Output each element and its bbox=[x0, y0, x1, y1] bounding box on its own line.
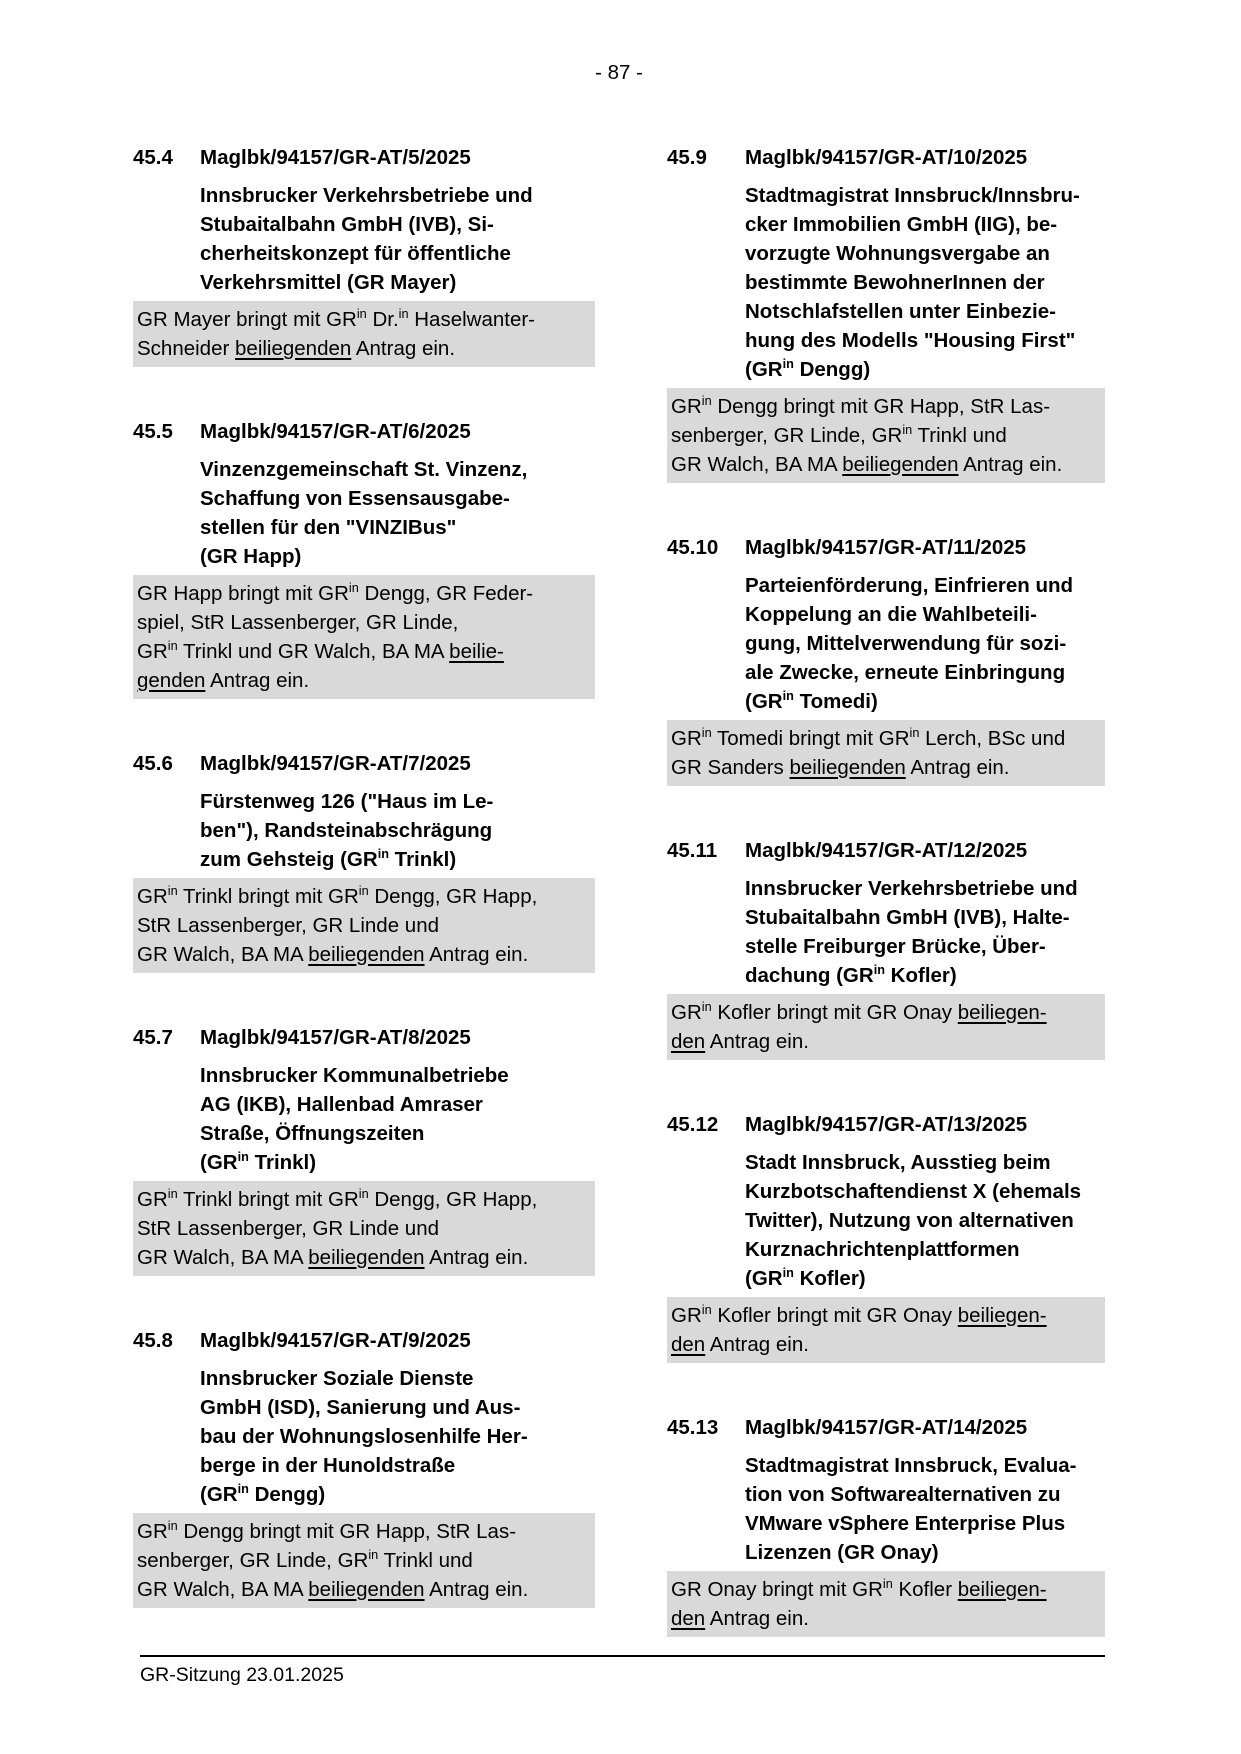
item-heading bbox=[133, 749, 595, 778]
item-reference: Maglbk/94157/GR-AT/7/2025 bbox=[200, 752, 471, 775]
motion-paragraph: $GR^{in}$ Trinkl bringt mit $GR^{in}$ Dengg, GR Happ, StR Lassenberger, GR Linde und GR Walch, BA MA beiliegenden Antrag ein. bbox=[133, 1181, 595, 1276]
item-heading bbox=[133, 417, 595, 446]
item-heading bbox=[667, 836, 1105, 865]
item-reference: Maglbk/94157/GR-AT/5/2025 bbox=[200, 146, 471, 169]
item-title: Innsbrucker Soziale Dienste GmbH (ISD), Sanierung und Aus- bau der Wohnungslosenhilfe Her- berge in der Hunoldstraße ($GR^{in}$ Dengg) bbox=[200, 1367, 528, 1506]
footer-divider bbox=[140, 1655, 1105, 1657]
item-title: Innsbrucker Verkehrsbetriebe und Stubaitalbahn GmbH (IVB), Si- cherheitskonzept für öffentliche Verkehrsmittel (GR Mayer) bbox=[200, 184, 533, 294]
item-number: 45.6 bbox=[133, 752, 173, 775]
agenda-item bbox=[133, 749, 595, 973]
item-title: Fürstenweg 126 ("Haus im Le- ben"), Randsteinabschrägung zum Gehsteig ($GR^{in}$ Trinkl) bbox=[200, 790, 494, 871]
motion-paragraph: $GR^{in}$ Tomedi bringt mit $GR^{in}$ Lerch, BSc und GR Sanders beiliegenden Antrag ein. bbox=[667, 720, 1105, 786]
item-heading bbox=[133, 143, 595, 172]
item-number: 45.13 bbox=[667, 1416, 719, 1439]
agenda-item bbox=[667, 1110, 1105, 1363]
item-heading bbox=[133, 1023, 595, 1052]
item-heading bbox=[667, 533, 1105, 562]
item-number: 45.8 bbox=[133, 1329, 173, 1352]
item-title: Vinzenzgemeinschaft St. Vinzenz, Schaffung von Essensausgabe- stellen für den "VINZIBus" (GR Happ) bbox=[200, 458, 528, 568]
item-heading bbox=[667, 1110, 1105, 1139]
item-reference: Maglbk/94157/GR-AT/11/2025 bbox=[745, 536, 1027, 559]
motion-paragraph: $GR^{in}$ Kofler bringt mit GR Onay beiliegen- den Antrag ein. bbox=[667, 1297, 1105, 1363]
item-title: Stadtmagistrat Innsbruck/Innsbru- cker Immobilien GmbH (IIG), be- vorzugte Wohnungsvergabe an bestimmte BewohnerInnen der Notschlafstellen unter Einbezie- hung des Modells "Housing First" ($GR^{in}$ Dengg) bbox=[745, 184, 1080, 381]
item-number: 45.4 bbox=[133, 146, 173, 169]
agenda-item bbox=[133, 143, 595, 367]
item-number: 45.5 bbox=[133, 420, 173, 443]
item-title: Stadt Innsbruck, Ausstieg beim Kurzbotschaftendienst X (ehemals Twitter), Nutzung von alternativen Kurznachrichtenplattformen ($GR^{in}$ Kofler) bbox=[745, 1151, 1082, 1290]
item-reference: Maglbk/94157/GR-AT/14/2025 bbox=[745, 1416, 1028, 1439]
item-number: 45.12 bbox=[667, 1113, 719, 1136]
item-heading bbox=[133, 1326, 595, 1355]
right-column bbox=[667, 143, 1105, 1687]
item-reference: Maglbk/94157/GR-AT/10/2025 bbox=[745, 146, 1028, 169]
item-number: 45.7 bbox=[133, 1026, 173, 1049]
item-heading bbox=[667, 143, 1105, 172]
agenda-item bbox=[667, 1413, 1105, 1637]
motion-paragraph: GR Happ bringt mit $GR^{in}$ Dengg, GR Feder- spiel, StR Lassenberger, GR Linde, $GR^{in}$ Trinkl und GR Walch, BA MA beilie- genden Antrag ein. bbox=[133, 575, 595, 699]
item-reference: Maglbk/94157/GR-AT/13/2025 bbox=[745, 1113, 1028, 1136]
item-number: 45.11 bbox=[667, 839, 718, 862]
page-number: - 87 - bbox=[595, 61, 643, 84]
motion-paragraph: $GR^{in}$ Dengg bringt mit GR Happ, StR Las- senberger, GR Linde, $GR^{in}$ Trinkl und GR Walch, BA MA beiliegenden Antrag ein. bbox=[133, 1513, 595, 1608]
item-number: 45.10 bbox=[667, 536, 719, 559]
motion-paragraph: $GR^{in}$ Kofler bringt mit GR Onay beiliegen- den Antrag ein. bbox=[667, 994, 1105, 1060]
item-heading bbox=[667, 1413, 1105, 1442]
agenda-item bbox=[133, 1326, 595, 1608]
agenda-item bbox=[667, 836, 1105, 1060]
agenda-item bbox=[667, 143, 1105, 483]
item-title: Stadtmagistrat Innsbruck, Evalua- tion von Softwarealternativen zu VMware vSphere Enterprise Plus Lizenzen (GR Onay) bbox=[745, 1454, 1077, 1564]
motion-paragraph: GR Onay bringt mit $GR^{in}$ Kofler beiliegen- den Antrag ein. bbox=[667, 1571, 1105, 1637]
item-reference: Maglbk/94157/GR-AT/12/2025 bbox=[745, 839, 1028, 862]
item-number: 45.9 bbox=[667, 146, 707, 169]
agenda-item bbox=[133, 1023, 595, 1276]
item-reference: Maglbk/94157/GR-AT/6/2025 bbox=[200, 420, 471, 443]
motion-paragraph: $GR^{in}$ Trinkl bringt mit $GR^{in}$ Dengg, GR Happ, StR Lassenberger, GR Linde und GR Walch, BA MA beiliegenden Antrag ein. bbox=[133, 878, 595, 973]
motion-paragraph: GR Mayer bringt mit $GR^{in}$ Dr.$^{in}$ Haselwanter- Schneider beiliegenden Antrag ein. bbox=[133, 301, 595, 367]
item-reference: Maglbk/94157/GR-AT/9/2025 bbox=[200, 1329, 471, 1352]
item-title: Innsbrucker Kommunalbetriebe AG (IKB), Hallenbad Amraser Straße, Öffnungszeiten ($GR^{in}$ Trinkl) bbox=[200, 1064, 509, 1174]
item-title: Innsbrucker Verkehrsbetriebe und Stubaitalbahn GmbH (IVB), Halte- stelle Freiburger Brücke, Über- dachung ($GR^{in}$ Kofler) bbox=[745, 877, 1078, 987]
agenda-item bbox=[667, 533, 1105, 786]
item-title: Parteienförderung, Einfrieren und Koppelung an die Wahlbeteili- gung, Mittelverwendung für sozi- ale Zwecke, erneute Einbringung ($GR^{in}$ Tomedi) bbox=[745, 574, 1074, 713]
item-reference: Maglbk/94157/GR-AT/8/2025 bbox=[200, 1026, 471, 1049]
footer-session-label: GR-Sitzung 23.01.2025 bbox=[140, 1664, 344, 1686]
left-column bbox=[133, 143, 595, 1658]
agenda-item bbox=[133, 417, 595, 699]
motion-paragraph: $GR^{in}$ Dengg bringt mit GR Happ, StR Las- senberger, GR Linde, $GR^{in}$ Trinkl und GR Walch, BA MA beiliegenden Antrag ein. bbox=[667, 388, 1105, 483]
